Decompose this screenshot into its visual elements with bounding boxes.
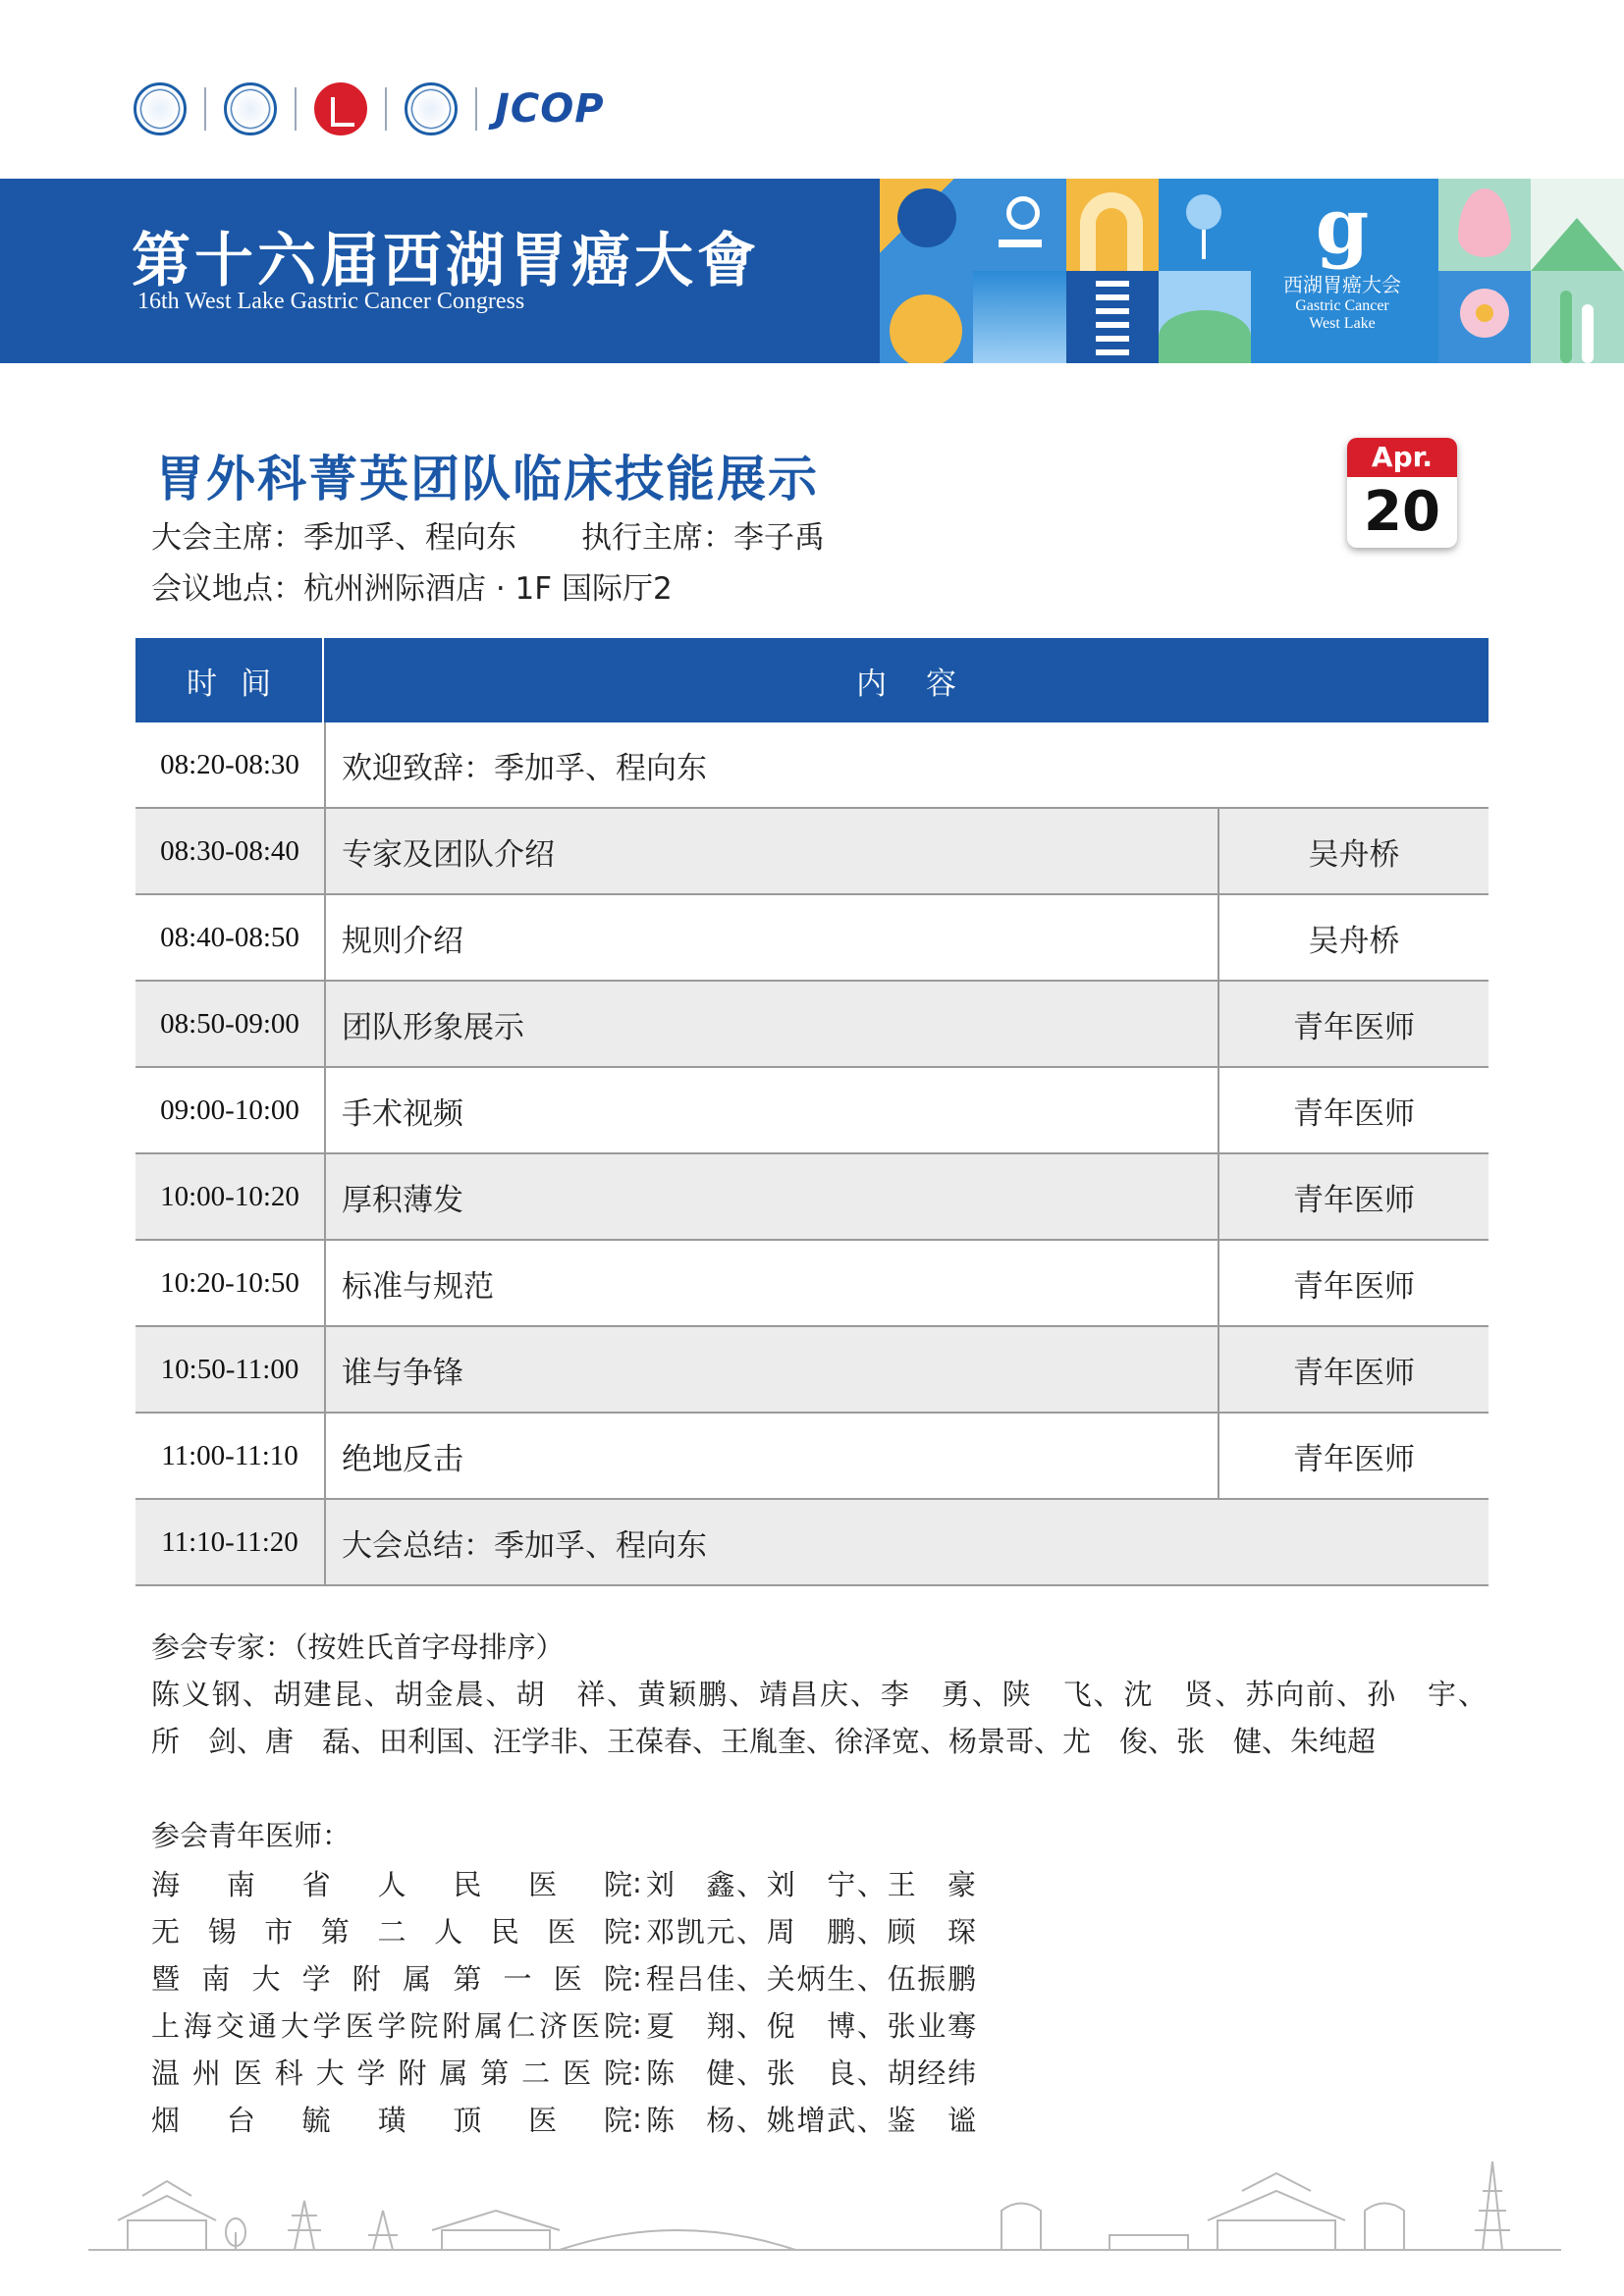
mosaic-tile-arch-icon — [1066, 179, 1160, 271]
hospital-name: 烟台毓璜顶医院 — [151, 2103, 632, 2137]
table-row — [135, 895, 1489, 982]
mosaic-tile-reed-icon — [1531, 271, 1624, 363]
header-time: 时间 — [135, 638, 324, 722]
session-venue: 会议地点：杭州洲际酒店 · 1F 国际厅2 — [151, 571, 673, 607]
row-topic: 手术视频 — [342, 1095, 463, 1132]
row-time: 08:20-08:30 — [135, 722, 326, 807]
congress-banner — [0, 179, 1624, 363]
row-speaker: 青年医师 — [1218, 1154, 1489, 1239]
session-title: 胃外科菁英团队临床技能展示 — [155, 451, 819, 507]
row-time: 11:10-11:20 — [135, 1500, 326, 1584]
mosaic-tile-tower-icon — [1066, 271, 1160, 363]
list-item: 暨南大学附属第一医院 : 程吕佳、关炳生、伍振鹏 — [151, 1953, 976, 2001]
table-header — [135, 638, 1489, 722]
hospital-name: 温州医科大学附属第二医院 — [151, 2056, 632, 2090]
list-item: 上海交通大学医学院附属仁济医院 : 夏 翔、倪 博、张业骞 — [151, 2001, 976, 2048]
congress-subtitle: 16th West Lake Gastric Cancer Congress — [137, 289, 525, 314]
logo-row — [134, 80, 605, 137]
emblem-title: 西湖胃癌大会 — [1283, 273, 1401, 296]
table-row — [135, 1414, 1489, 1500]
row-speaker: 青年医师 — [1218, 982, 1489, 1066]
table-row — [135, 1154, 1489, 1241]
list-item: 无锡市第二人民医院 : 邓凯元、周 鹏、顾 琛 — [151, 1906, 976, 1953]
session-chair: 大会主席：季加孚、程向东 — [151, 520, 516, 556]
young-doctors-heading: 参会青年医师： — [151, 1819, 352, 1852]
hospital-doctors: 邓凯元、周 鹏、顾 琛 — [646, 1914, 976, 1949]
table-row — [135, 1500, 1489, 1586]
mosaic-tile-flower-icon — [1438, 271, 1532, 363]
row-topic: 团队形象展示 — [342, 1009, 524, 1045]
mosaic-tile-bridge-icon — [880, 271, 973, 363]
row-speaker: 吴舟桥 — [1218, 809, 1489, 893]
hospital-name: 暨南大学附属第一医院 — [151, 1961, 632, 1996]
row-speaker: 青年医师 — [1218, 1068, 1489, 1152]
row-speaker: 青年医师 — [1218, 1327, 1489, 1412]
row-time: 11:00-11:10 — [135, 1414, 326, 1498]
row-topic: 标准与规范 — [342, 1268, 494, 1305]
emblem-subtitle-2: West Lake — [1309, 315, 1376, 332]
emblem-subtitle-1: Gastric Cancer — [1295, 297, 1389, 314]
date-month: Apr. — [1347, 438, 1457, 477]
header-content: 内容 — [856, 666, 996, 702]
experts-heading: 参会专家：（按姓氏首字母排序） — [151, 1630, 565, 1664]
row-time: 10:50-11:00 — [135, 1327, 326, 1412]
logo-divider — [204, 87, 206, 131]
hospital-doctors: 夏 翔、倪 博、张业骞 — [646, 2008, 976, 2043]
row-time: 08:40-08:50 — [135, 895, 326, 980]
date-day: 20 — [1364, 480, 1440, 544]
table-row — [135, 982, 1489, 1068]
table-row — [135, 722, 1489, 809]
row-topic: 大会总结：季加孚、程向东 — [342, 1527, 707, 1564]
list-item: 烟台毓璜顶医院 : 陈 杨、姚增武、鉴 谧 — [151, 2095, 976, 2142]
society-seal-icon — [224, 82, 277, 135]
hospital-doctors: 程吕佳、关炳生、伍振鹏 — [646, 1961, 976, 1996]
experts-list-line-2: 所 剑、唐 磊、田利国、汪学非、王葆春、王胤奎、徐泽宽、杨景哥、尤 俊、张 健、朱纯超 — [151, 1725, 1377, 1758]
congress-title: 第十六届西湖胃癌大會 — [132, 227, 760, 295]
row-time: 08:50-09:00 — [135, 982, 326, 1066]
session-chairs — [151, 512, 825, 557]
west-lake-skyline-icon — [88, 2142, 1561, 2260]
row-topic: 谁与争锋 — [342, 1355, 463, 1391]
mosaic-tile-mountain-icon — [1531, 179, 1624, 271]
hospital-doctors: 刘 鑫、刘 宁、王 豪 — [646, 1867, 976, 1901]
row-time: 10:20-10:50 — [135, 1241, 326, 1325]
mosaic-tile-lake-icon — [1159, 271, 1252, 363]
mosaic-tile-wave-icon — [880, 179, 973, 271]
university-seal-icon — [405, 82, 458, 135]
row-speaker: 青年医师 — [1218, 1241, 1489, 1325]
row-time: 09:00-10:00 — [135, 1068, 326, 1152]
row-topic: 绝地反击 — [342, 1441, 463, 1477]
session-exec-chair: 执行主席：李子禹 — [581, 520, 825, 556]
row-topic: 厚积薄发 — [342, 1182, 463, 1218]
list-item: 温州医科大学附属第二医院 : 陈 健、张 良、胡经纬 — [151, 2048, 976, 2095]
table-row — [135, 1068, 1489, 1154]
table-row — [135, 1241, 1489, 1327]
row-topic: 欢迎致辞：季加孚、程向东 — [342, 750, 707, 786]
experts-list-line-1: 陈义钢、胡建昆、胡金晨、胡 祥、黄颖鹏、靖昌庆、李 勇、陕 飞、沈 贤、苏向前、孙 宇、 — [151, 1678, 1487, 1711]
hospital-doctors: 陈 健、张 良、胡经纬 — [646, 2056, 976, 2090]
mosaic-tile-pagoda-top-icon — [973, 179, 1066, 271]
row-time: 08:30-08:40 — [135, 809, 326, 893]
date-badge — [1347, 438, 1457, 548]
table-row — [135, 1327, 1489, 1414]
list-item: 海南省人民医院 : 刘 鑫、刘 宁、王 豪 — [151, 1859, 976, 1906]
young-doctors-list — [151, 1859, 976, 2142]
emblem-g-icon: g — [1315, 182, 1370, 271]
row-topic: 规则介绍 — [342, 923, 463, 959]
hospital-doctors: 陈 杨、姚增武、鉴 谧 — [646, 2103, 976, 2137]
row-speaker: 吴舟桥 — [1218, 895, 1489, 980]
logo-divider — [475, 87, 477, 131]
logo-divider — [385, 87, 387, 131]
hospital-name: 海南省人民医院 — [151, 1867, 632, 1901]
congress-emblem — [1251, 179, 1434, 363]
mosaic-tile-lotus-icon — [1438, 179, 1532, 271]
jcop-logo: JCOP — [495, 86, 605, 132]
row-topic: 专家及团队介绍 — [342, 836, 555, 873]
logo-divider — [295, 87, 297, 131]
hospital-seal-icon — [134, 82, 187, 135]
mosaic-tile-gradient — [973, 271, 1066, 363]
row-speaker: 青年医师 — [1218, 1414, 1489, 1498]
red-l-logo-icon — [314, 82, 367, 135]
hospital-name: 上海交通大学医学院附属仁济医院 — [151, 2008, 632, 2043]
mosaic-tile-lantern-icon — [1159, 179, 1252, 271]
row-time: 10:00-10:20 — [135, 1154, 326, 1239]
hospital-name: 无锡市第二人民医院 — [151, 1914, 632, 1949]
table-row — [135, 809, 1489, 895]
schedule-table — [135, 638, 1489, 1586]
